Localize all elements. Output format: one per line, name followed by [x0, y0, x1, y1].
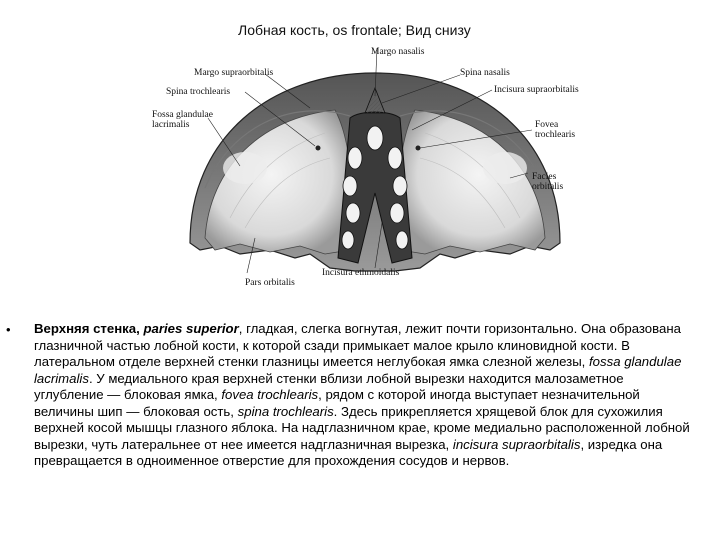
term-fossa-glandulae-lacrimalis: fossa glandulae lacrimalis [34, 354, 682, 386]
label-fossa-line1: Fossa glandulae [152, 110, 213, 120]
fovea-trochlearis-left [316, 146, 321, 151]
label-margo-nasalis: Margo nasalis [371, 47, 425, 57]
left-orbital-plate [205, 110, 352, 254]
label-spina-trochlearis: Spina trochlearis [166, 87, 231, 97]
paragraph-heading: Верхняя стенка, [34, 321, 140, 336]
label-pars-orbitalis: Pars orbitalis [245, 278, 295, 288]
term-spina-trochlearis: spina trochlearis [237, 403, 334, 419]
label-fossa-line2: lacrimalis [152, 120, 190, 130]
fovea-trochlearis-right [416, 146, 421, 151]
label-fossa-glandulae-lacrimalis [152, 110, 213, 130]
label-fovea-trochlearis [535, 120, 575, 140]
term-fovea-trochlearis: fovea trochlearis [221, 387, 319, 402]
paragraph-sentence-2: . У медиального края верхней стенки вблизи лобной вырезки находится малозаметное углубление — блоковая ямка, [34, 370, 624, 402]
label-facies-line1: Facies [532, 172, 557, 182]
label-spina-nasalis: Spina nasalis [460, 68, 510, 78]
paragraph-sentence-5: , изредка она превращается в одноименное отверстие для прохождения сосудов и нервов. [34, 436, 663, 468]
latin-term-paries-superior: paries superior [143, 321, 239, 336]
paragraph-sentence-1: , гладкая, слегка вогнутая, лежит почти горизонтально. Она образована глазничной частью лобной кости, к которой сзади примыкает малое крыло клиновидной кости. В латеральном отделе верхней стенки глазницы имеется неглубокая ямка слезной железы, [34, 321, 681, 369]
label-margo-supraorbitalis: Margo supraorbitalis [194, 68, 274, 78]
paragraph-sentence-3: , рядом с которой иногда выступает незначительной величины шип — блоковая ость, [34, 387, 640, 419]
label-fovea-line2: trochlearis [535, 130, 576, 140]
figure-title: Лобная кость, os frontale; Вид снизу [238, 22, 471, 38]
body-paragraph [34, 321, 694, 470]
label-incisura-supraorbitalis: Incisura supraorbitalis [494, 85, 579, 95]
bullet-marker: • [6, 322, 11, 337]
frontal-bone-illustration [150, 18, 600, 298]
fossa-lacrimalis-right [483, 152, 527, 184]
fossa-lacrimalis-left [223, 152, 267, 184]
term-incisura-supraorbitalis: incisura supraorbitalis [452, 436, 581, 452]
label-facies-orbitalis [532, 172, 563, 192]
paragraph-sentence-4: . Здесь прикрепляется хрящевой блок для сухожилия верхней косой мышцы глазного яблока. На надглазничном крае, кроме медиально расположенной лобной вырезки, чуть латеральнее от нее имеется надглазничная вырезка, [34, 403, 690, 452]
label-facies-line2: orbitalis [532, 182, 564, 192]
label-incisura-ethmoidalis: Incisura ethmoidalis [322, 268, 400, 278]
label-fovea-line1: Fovea [535, 120, 559, 130]
